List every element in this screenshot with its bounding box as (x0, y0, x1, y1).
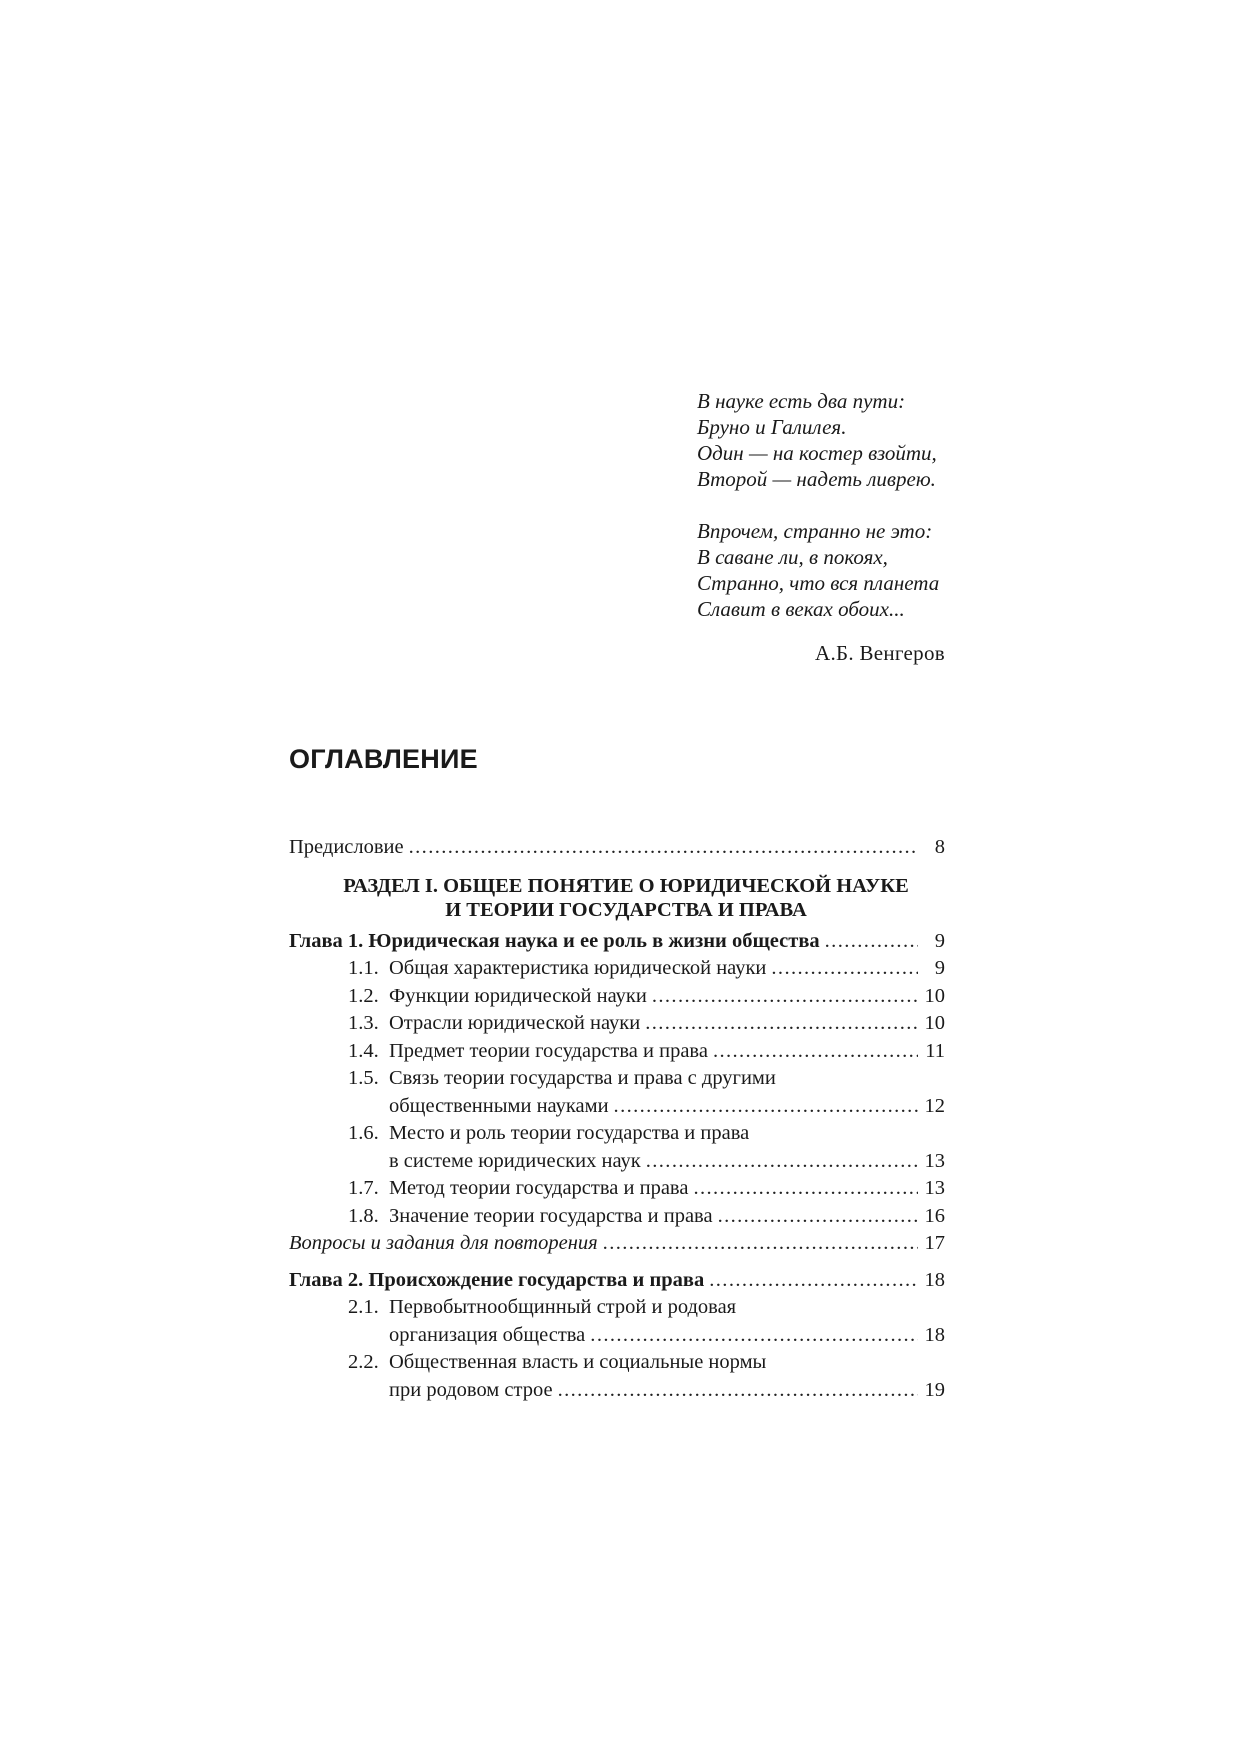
dot-leader (645, 1010, 918, 1038)
toc-page-number: 18 (924, 1268, 945, 1291)
toc-page-number: 8 (934, 836, 945, 858)
toc-subsection-1-5[interactable] (289, 1065, 945, 1120)
dot-leader (590, 1322, 918, 1350)
dot-leader (718, 1203, 918, 1231)
toc-subsection-label-line1: Общественная власть и социальные нормы (389, 1351, 767, 1373)
section-title-line: РАЗДЕЛ I. ОБЩЕЕ ПОНЯТИЕ О ЮРИДИЧЕСКОЙ НАУКЕ (343, 874, 909, 897)
toc-subsection-number: 1.2. (348, 984, 379, 1007)
toc-chapter-2[interactable] (289, 1267, 945, 1295)
epigraph-line: Славит в веках обоих... (697, 597, 905, 621)
table-of-contents (289, 834, 945, 1404)
toc-subsection-number: 1.5. (348, 1067, 379, 1089)
toc-chapter-label: Глава 2. Происхождение государства и права (289, 1268, 705, 1291)
toc-subsection-1-8[interactable] (289, 1203, 945, 1231)
toc-heading: ОГЛАВЛЕНИЕ (289, 744, 478, 774)
toc-page-number: 10 (924, 984, 945, 1007)
dot-leader (713, 1038, 918, 1066)
toc-subsection-label: Значение теории государства и права (389, 1204, 713, 1227)
dot-leader (646, 1148, 918, 1176)
toc-subsection-1-1[interactable] (289, 955, 945, 983)
toc-page-number: 12 (924, 1094, 945, 1117)
toc-entry-preface[interactable] (289, 834, 945, 862)
toc-page-number: 9 (934, 929, 945, 952)
toc-subsection-2-1[interactable] (289, 1294, 945, 1349)
toc-subsection-label: Метод теории государства и права (389, 1177, 689, 1199)
toc-subsection-label: Общая характеристика юридической науки (389, 957, 767, 979)
toc-subsection-1-2[interactable] (289, 983, 945, 1011)
toc-subsection-number: 1.1. (348, 957, 379, 979)
toc-subsection-number: 2.2. (348, 1351, 379, 1373)
toc-chapter-label: Глава 1. Юридическая наука и ее роль в жизни общества (289, 929, 820, 952)
toc-subsection-number: 1.8. (348, 1204, 379, 1227)
epigraph-stanza-2 (697, 518, 957, 622)
toc-page-number: 13 (924, 1177, 945, 1199)
section-title (289, 874, 945, 922)
toc-page-number: 19 (924, 1378, 945, 1401)
toc-subsection-number: 1.6. (348, 1122, 379, 1144)
dot-leader (652, 983, 918, 1011)
toc-entry-questions[interactable] (289, 1230, 945, 1258)
epigraph-author: А.Б. Венгеров (814, 641, 945, 665)
toc-entry-label: Предисловие (289, 836, 404, 858)
toc-subsection-number: 1.7. (348, 1177, 379, 1199)
dot-leader (825, 928, 918, 956)
toc-page-number: 11 (925, 1039, 945, 1062)
toc-page-number: 10 (924, 1012, 945, 1034)
epigraph-line: Странно, что вся планета (697, 571, 940, 595)
epigraph-line: В саване ли, в покоях, (697, 545, 888, 569)
epigraph-line: Один — на костер взойти, (697, 441, 937, 465)
dot-leader (709, 1267, 918, 1295)
toc-subsection-label-line1: Связь теории государства и права с другими (389, 1067, 776, 1089)
toc-subsection-label: при родовом строе (389, 1378, 553, 1401)
dot-leader (603, 1230, 918, 1258)
dot-leader (558, 1377, 918, 1405)
toc-subsection-1-4[interactable] (289, 1038, 945, 1066)
toc-subsection-label: общественными науками (389, 1094, 609, 1117)
section-title-line: И ТЕОРИИ ГОСУДАРСТВА И ПРАВА (445, 898, 807, 921)
epigraph-line: Впрочем, странно не это: (697, 519, 933, 543)
toc-subsection-label: организация общества (389, 1323, 586, 1346)
toc-subsection-number: 2.1. (348, 1296, 379, 1318)
toc-subsection-1-3[interactable] (289, 1010, 945, 1038)
toc-subsection-1-7[interactable] (289, 1175, 945, 1203)
dot-leader (693, 1175, 918, 1203)
toc-subsection-number: 1.3. (348, 1012, 379, 1034)
toc-entry-label: Вопросы и задания для повторения (289, 1232, 598, 1254)
toc-chapter-1[interactable] (289, 928, 945, 956)
epigraph-line: Бруно и Галилея. (697, 415, 847, 439)
toc-subsection-number: 1.4. (348, 1039, 379, 1062)
dot-leader (614, 1093, 918, 1121)
epigraph-stanza-1 (697, 388, 957, 492)
toc-subsection-2-2[interactable] (289, 1349, 945, 1404)
toc-page-number: 18 (924, 1323, 945, 1346)
toc-page-number: 9 (934, 957, 945, 979)
dot-leader (409, 834, 918, 862)
toc-subsection-label-line1: Место и роль теории государства и права (389, 1122, 750, 1144)
toc-page-number: 17 (924, 1232, 945, 1254)
toc-subsection-label-line1: Первобытнообщинный строй и родовая (389, 1296, 737, 1318)
toc-subsection-1-6[interactable] (289, 1120, 945, 1175)
epigraph-line: Второй — надеть ливрею. (697, 467, 936, 491)
epigraph (697, 388, 957, 622)
toc-subsection-label: Отрасли юридической науки (389, 1012, 641, 1034)
epigraph-line: В науке есть два пути: (697, 389, 906, 413)
toc-page-number: 13 (924, 1149, 945, 1172)
dot-leader (771, 955, 918, 983)
toc-subsection-label: Функции юридической науки (389, 984, 647, 1007)
toc-page-number: 16 (924, 1204, 945, 1227)
toc-subsection-label: в системе юридических наук (389, 1149, 641, 1172)
toc-subsection-label: Предмет теории государства и права (389, 1039, 708, 1062)
